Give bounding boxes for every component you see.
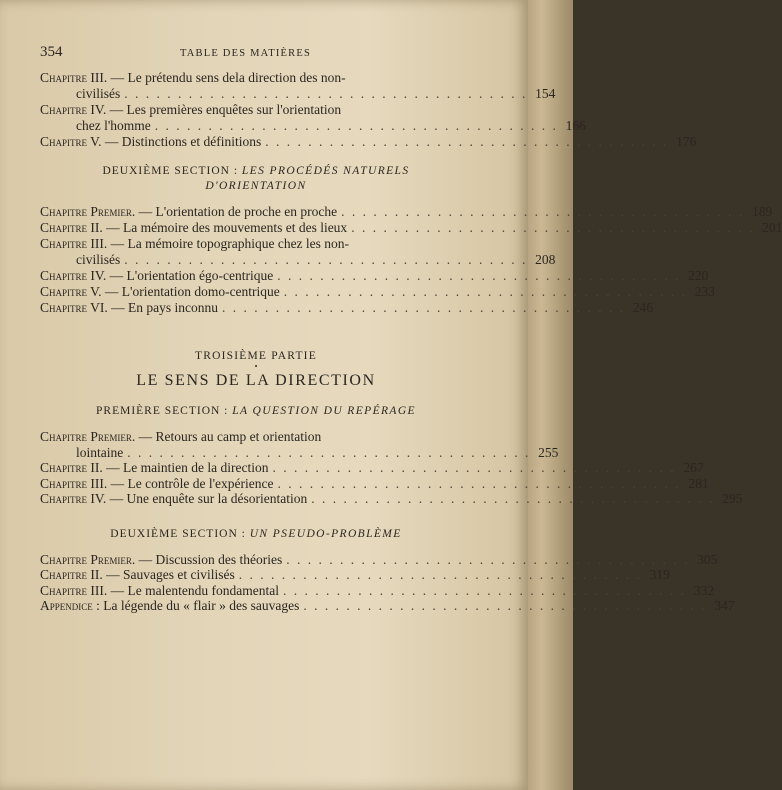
toc-entry [40,460,704,476]
page-number: 354 [40,44,63,60]
toc-entry [40,284,715,300]
leader-dots: . . . . . . . . . . . . . . . . . . . . . . . . . . . . . . . . . . . . . . [303,598,707,613]
leader-dots: . . . . . . . . . . . . . . . . . . . . . . . . . . . . . . . . . . . . . . [222,300,626,315]
toc-entry [40,551,718,568]
leader-dots: . . . . . . . . . . . . . . . . . . . . . . . . . . . . . . . . . . . . . . [311,491,715,506]
page-ref: 208 [535,252,556,267]
part-heading: TROISIÈME PARTIE [195,350,317,362]
page-ref: 166 [565,118,586,133]
leader-dots: . . . . . . . . . . . . . . . . . . . . . . . . . . . . . . . . . . . . . . [277,475,681,491]
leader-dots: . . . . . . . . . . . . . . . . . . . . . . . . . . . . . . . . . . . . . . [124,252,528,267]
section-heading [40,527,472,542]
page-ref: 176 [676,134,697,149]
page-ref: 281 [688,475,709,491]
leader-dots: . . . . . . . . . . . . . . . . . . . . . . . . . . . . . . . . . . . . . . [277,268,681,283]
chapter-title: — La mémoire des mouvements et des lieux [106,220,348,235]
leader-dots: . . . . . . . . . . . . . . . . . . . . . . . . . . . . . . . . . . . . . . [282,582,687,598]
section-heading [40,404,472,419]
chapter-title: — Le malentendu fondamental [110,582,279,598]
leader-dots: . . . . . . . . . . . . . . . . . . . . . . . . . . . . . . . . . . . . . . [154,118,558,133]
page-ref: 255 [538,444,559,460]
chapter-title-cont: civilisés [76,252,121,267]
part-title: LE SENS DE LA DIRECTION [136,372,376,389]
toc-entry [40,134,697,150]
page-ref: 220 [688,268,709,283]
toc-entry [40,300,654,316]
chapter-label: Chapitre Premier. [40,204,136,219]
chapter-title: — Le prétendu sens dela direction des non- [110,70,346,85]
toc-entry [40,268,709,284]
section-title: LES PROCÉDÉS NATURELS [241,165,410,177]
toc-entry [40,236,556,268]
section-title-cont: D'ORIENTATION [205,180,307,192]
chapter-title: — Retours au camp et orientation [138,429,322,444]
toc-block-3 [40,429,743,507]
table-of-contents [40,44,782,618]
page-ref: 189 [752,204,773,219]
section-label: PREMIÈRE SECTION : [96,405,229,417]
chapter-title: — L'orientation domo-centrique [104,284,280,299]
chapter-title: — Une enquête sur la désorientation [109,491,308,506]
chapter-title: — Sauvages et civilisés [106,567,235,582]
section-title: LA QUESTION DU REPÉRAGE [232,405,416,417]
chapter-label: Chapitre II. [40,460,103,475]
chapter-label: Chapitre IV. [40,491,107,506]
toc-entry [40,475,709,492]
chapter-title: La légende du « flair » des sauvages [103,598,300,613]
leader-dots: . . . . . . . . . . . . . . . . . . . . . . . . . . . . . . . . . . . . . . [272,460,676,475]
chapter-title: — Le contrôle de l'expérience [110,475,274,491]
chapter-label: Chapitre III. [40,236,108,251]
chapter-title-cont: chez l'homme [76,118,151,133]
toc-block-1 [40,70,697,150]
chapter-label: Chapitre V. [40,134,102,149]
section-label: DEUXIÈME SECTION : [110,527,246,540]
chapter-label: Appendice : [40,598,100,613]
page-ref: 233 [694,284,715,299]
chapter-label: Chapitre V. [40,284,102,299]
chapter-title: — Les premières enquêtes sur l'orientation [109,102,342,117]
toc-entry [40,491,743,507]
chapter-label: Chapitre III. [40,475,108,491]
toc-entry [40,204,773,220]
chapter-title: — L'orientation de proche en proche [138,204,338,219]
page-ref: 295 [722,491,743,506]
chapter-label: Chapitre III. [40,70,108,85]
chapter-label: Chapitre Premier. [40,429,136,444]
leader-dots: . . . . . . . . . . . . . . . . . . . . . . . . . . . . . . . . . . . . . . [265,134,669,149]
toc-entry [40,220,782,236]
toc-entry [40,429,559,460]
page-ref: 319 [649,567,670,582]
chapter-label: Chapitre IV. [40,102,107,117]
section-title: UN PSEUDO-PROBLÈME [249,527,402,540]
page-ref: 267 [683,460,704,475]
chapter-label: Chapitre VI. [40,300,108,315]
ornament-icon: • [254,362,258,371]
chapter-title-cont: lointaine [76,444,124,460]
chapter-label: Chapitre II. [40,220,103,235]
chapter-label: Chapitre Premier. [40,551,136,567]
leader-dots: . . . . . . . . . . . . . . . . . . . . . . . . . . . . . . . . . . . . . . [238,567,642,582]
leader-dots: . . . . . . . . . . . . . . . . . . . . . . . . . . . . . . . . . . . . . . [283,284,687,299]
toc-entry [40,567,670,583]
chapter-label: Chapitre IV. [40,268,107,283]
toc-entry [40,102,586,134]
running-title: TABLE DES MATIÈRES [180,48,312,59]
leader-dots: . . . . . . . . . . . . . . . . . . . . . . . . . . . . . . . . . . . . . . [341,204,745,219]
leader-dots: . . . . . . . . . . . . . . . . . . . . . . . . . . . . . . . . . . . . . . [124,86,528,101]
page-ref: 154 [535,86,556,101]
page-ref: 201 [762,220,782,235]
section-heading [40,164,472,194]
toc-block-2 [40,204,782,316]
page-ref: 246 [632,300,654,315]
chapter-title: — L'orientation égo-centrique [109,268,274,283]
toc-entry [40,70,556,102]
chapter-title: — Distinctions et définitions [104,134,262,149]
toc-entry [40,598,735,614]
page-ref: 332 [693,582,715,598]
chapter-title: — La mémoire topographique chez les non- [110,236,350,251]
page-ref: 347 [714,598,735,613]
page-header [40,44,472,70]
section-label: DEUXIÈME SECTION : [102,165,239,177]
chapter-label: Chapitre II. [40,567,103,582]
chapter-title: — Le maintien de la direction [106,460,269,475]
leader-dots: . . . . . . . . . . . . . . . . . . . . . . . . . . . . . . . . . . . . . . [286,551,690,567]
leader-dots: . . . . . . . . . . . . . . . . . . . . . . . . . . . . . . . . . . . . . . [351,220,755,235]
toc-block-4 [40,551,735,614]
chapter-title-cont: civilisés [76,86,121,101]
leader-dots: . . . . . . . . . . . . . . . . . . . . . . . . . . . . . . . . . . . . . . [127,444,531,460]
chapter-title: — En pays inconnu [111,300,219,315]
chapter-title: — Discussion des théories [138,551,283,567]
page-ref: 305 [697,551,718,567]
toc-entry [40,582,715,599]
chapter-label: Chapitre III. [40,582,108,598]
